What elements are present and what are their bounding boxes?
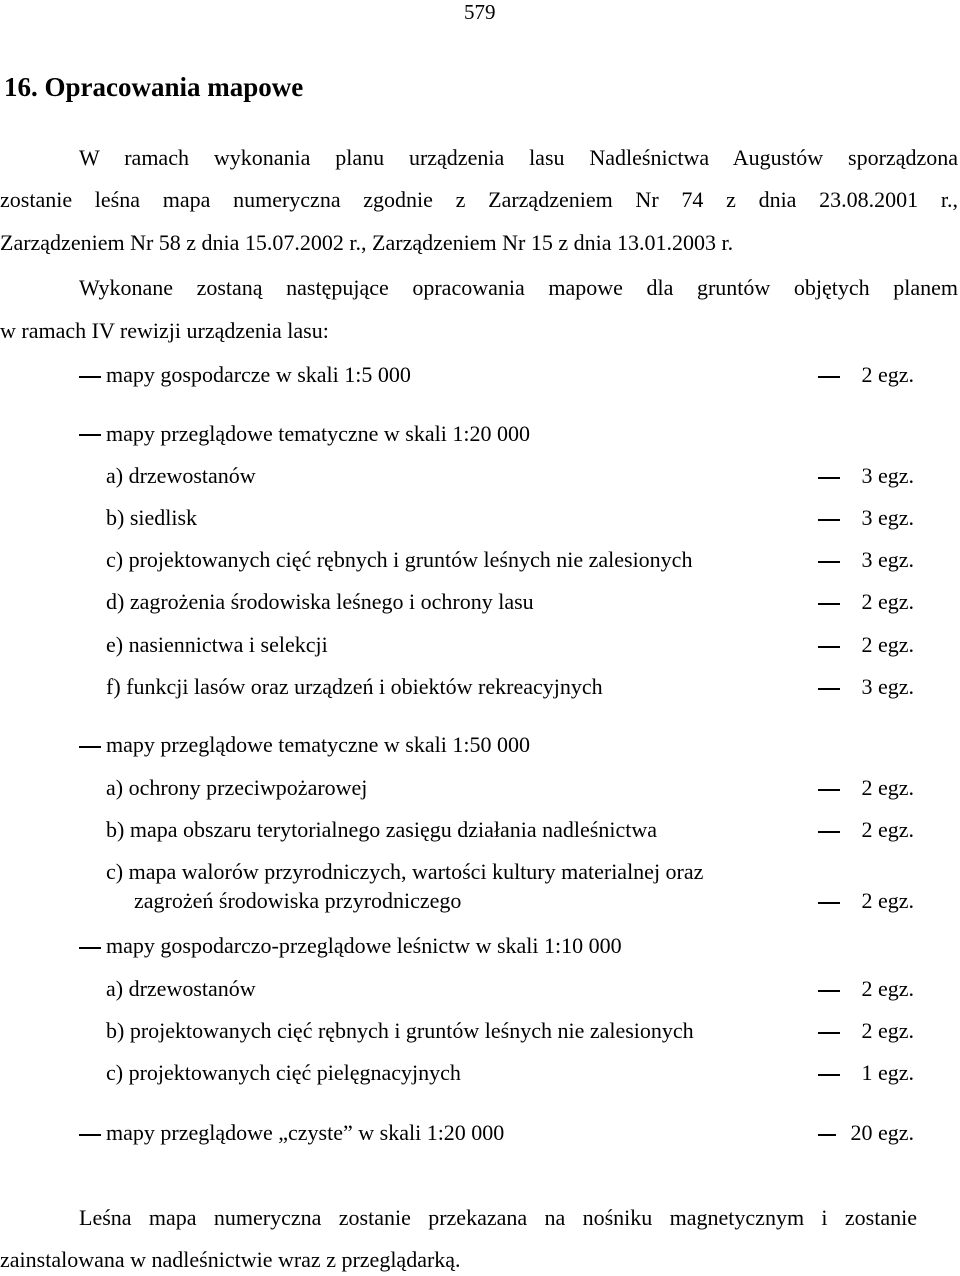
list-item-label: c) mapa walorów przyrodniczych, wartości kultury materialnej oraz	[106, 859, 704, 884]
group-quantity: 20 egz.	[850, 1120, 914, 1145]
group-title: mapy gospodarcze w skali 1:5 000	[106, 362, 411, 387]
section-heading: 16. Opracowania mapowe	[4, 72, 304, 102]
list-item-label: c) projektowanych cięć pielęgnacyjnych	[106, 1060, 461, 1085]
list-item-quantity: 3 egz.	[861, 505, 914, 530]
quantity-dash	[818, 561, 840, 563]
list-item-label-continued: zagrożeń środowiska przyrodniczego	[134, 888, 462, 913]
closing-line-2: zainstalowana w nadleśnictwie wraz z przeglądarką.	[0, 1247, 461, 1272]
group-title: mapy gospodarczo-przeglądowe leśnictw w skali 1:10 000	[106, 933, 622, 958]
list-item-quantity: 3 egz.	[861, 463, 914, 488]
page-number: 579	[464, 0, 496, 24]
list-item-label: a) drzewostanów	[106, 976, 256, 1001]
quantity-dash	[818, 1074, 840, 1076]
intro-line-5: w ramach IV rewizji urządzenia lasu:	[0, 318, 329, 343]
list-item-label: d) zagrożenia środowiska leśnego i ochrony lasu	[106, 589, 534, 614]
group-title: mapy przeglądowe tematyczne w skali 1:50 000	[106, 732, 530, 757]
intro-line-3: Zarządzeniem Nr 58 z dnia 15.07.2002 r., Zarządzeniem Nr 15 z dnia 13.01.2003 r.	[0, 230, 734, 255]
group-quantity: 2 egz.	[861, 362, 914, 387]
bullet-dash	[79, 1134, 101, 1136]
quantity-dash	[818, 376, 840, 378]
quantity-dash	[818, 688, 840, 690]
intro-line-4: Wykonane zostaną następujące opracowania mapowe dla gruntów objętych planem	[79, 275, 958, 300]
list-item-label: b) siedlisk	[106, 505, 198, 530]
quantity-dash	[818, 477, 840, 479]
bullet-dash	[79, 746, 101, 748]
closing-line-1: Leśna mapa numeryczna zostanie przekazana na nośniku magnetycznym i zostanie	[79, 1205, 917, 1230]
list-item-label: e) nasiennictwa i selekcji	[106, 632, 328, 657]
list-item-quantity: 1 egz.	[861, 1060, 914, 1085]
list-item-label: b) projektowanych cięć rębnych i gruntów leśnych nie zalesionych	[106, 1018, 694, 1043]
list-item-quantity: 2 egz.	[861, 888, 914, 913]
intro-line-2: zostanie leśna mapa numeryczna zgodnie z Zarządzeniem Nr 74 z dnia 23.08.2001 r.,	[0, 187, 958, 212]
list-item-label: b) mapa obszaru terytorialnego zasięgu działania nadleśnictwa	[106, 817, 657, 842]
group-title: mapy przeglądowe „czyste” w skali 1:20 000	[106, 1120, 505, 1145]
quantity-dash	[818, 990, 840, 992]
group-title: mapy przeglądowe tematyczne w skali 1:20 000	[106, 421, 530, 446]
quantity-dash	[818, 1032, 840, 1034]
list-item-label: f) funkcji lasów oraz urządzeń i obiektów rekreacyjnych	[106, 674, 603, 699]
list-item-label: a) drzewostanów	[106, 463, 256, 488]
list-item-quantity: 3 egz.	[861, 674, 914, 699]
list-item-label: c) projektowanych cięć rębnych i gruntów leśnych nie zalesionych	[106, 547, 693, 572]
list-item-quantity: 2 egz.	[861, 817, 914, 842]
quantity-dash	[818, 519, 840, 521]
list-item-label: a) ochrony przeciwpożarowej	[106, 775, 368, 800]
bullet-dash	[79, 434, 101, 436]
list-item-quantity: 3 egz.	[861, 547, 914, 572]
list-item-quantity: 2 egz.	[861, 632, 914, 657]
quantity-dash	[818, 789, 840, 791]
list-item-quantity: 2 egz.	[861, 775, 914, 800]
bullet-dash	[79, 376, 101, 378]
list-item-quantity: 2 egz.	[861, 589, 914, 614]
intro-line-1: W ramach wykonania planu urządzenia lasu Nadleśnictwa Augustów sporządzona	[79, 145, 958, 170]
quantity-dash	[818, 902, 840, 904]
quantity-dash	[818, 603, 840, 605]
list-item-quantity: 2 egz.	[861, 976, 914, 1001]
quantity-dash	[818, 831, 840, 833]
quantity-dash	[818, 646, 840, 648]
quantity-dash	[818, 1134, 836, 1136]
bullet-dash	[79, 947, 101, 949]
list-item-quantity: 2 egz.	[861, 1018, 914, 1043]
